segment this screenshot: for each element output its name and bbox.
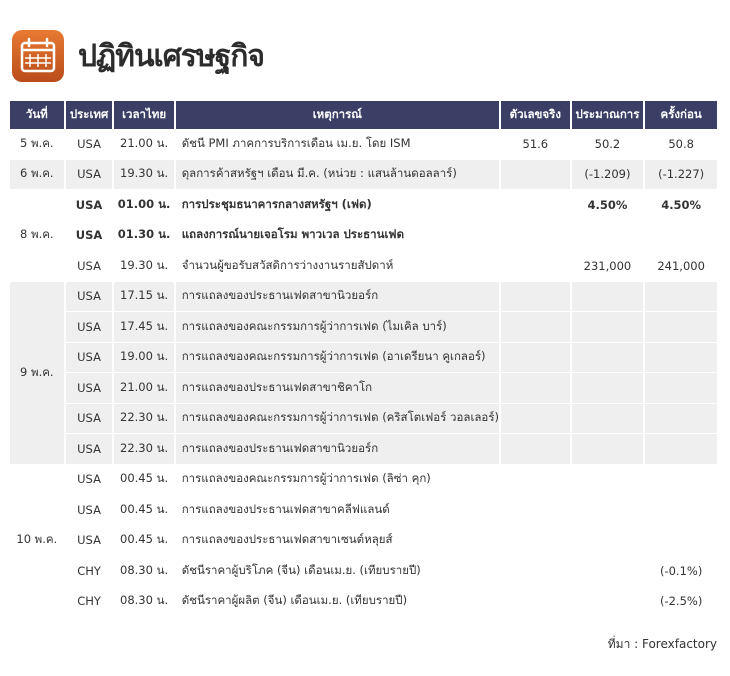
time-cell: 08.30 น. [114, 556, 175, 587]
time-cell: 21.00 น. [114, 129, 175, 160]
time-cell: 17.15 น. [114, 282, 175, 313]
country-cell: CHY [66, 587, 115, 618]
table-row [10, 129, 717, 160]
table-row [10, 190, 717, 221]
event-cell: การแถลงของประธานเฟดสาขาเซนต์หลุยส์ [176, 526, 501, 557]
event-cell: การแถลงของคณะกรรมการผู้ว่าการเฟด (คริสโตเฟอร์ วอลเลอร์) [176, 404, 501, 435]
forecast-cell [572, 312, 646, 343]
forecast-cell [572, 404, 646, 435]
actual-cell [501, 404, 572, 435]
actual-cell [501, 434, 572, 465]
time-cell: 21.00 น. [114, 373, 175, 404]
time-cell: 00.45 น. [114, 465, 175, 496]
forecast-cell [572, 434, 646, 465]
event-cell: การแถลงของคณะกรรมการผู้ว่าการเฟด (ลิซ่า คุก) [176, 465, 501, 496]
time-cell: 19.30 น. [114, 160, 175, 191]
time-cell: 22.30 น. [114, 434, 175, 465]
actual-cell [501, 495, 572, 526]
country-cell: USA [66, 190, 115, 221]
forecast-cell: (-1.209) [572, 160, 646, 191]
previous-cell [645, 465, 717, 496]
actual-cell [501, 312, 572, 343]
time-cell: 22.30 น. [114, 404, 175, 435]
previous-cell [645, 312, 717, 343]
event-cell: แถลงการณ์นายเจอโรม พาวเวล ประธานเฟด [176, 221, 501, 252]
actual-cell [501, 373, 572, 404]
table-row [10, 160, 717, 191]
previous-cell [645, 526, 717, 557]
country-cell: USA [66, 434, 115, 465]
event-cell: การประชุมธนาคารกลางสหรัฐฯ (เฟด) [176, 190, 501, 221]
source-note: ที่มา : Forexfactory [607, 637, 717, 651]
forecast-cell [572, 282, 646, 313]
table-row [10, 526, 717, 557]
table-row [10, 556, 717, 587]
actual-cell [501, 221, 572, 252]
time-cell: 00.45 น. [114, 495, 175, 526]
event-cell: จำนวนผู้ขอรับสวัสดิการว่างงานรายสัปดาห์ [176, 251, 501, 282]
actual-cell [501, 465, 572, 496]
country-cell: USA [66, 465, 115, 496]
date-cell: 10 พ.ค. [10, 465, 66, 618]
table-row [10, 404, 717, 435]
actual-cell [501, 587, 572, 618]
previous-cell [645, 434, 717, 465]
event-cell: การแถลงของคณะกรรมการผู้ว่าการเฟด (ไมเคิล บาร์) [176, 312, 501, 343]
country-cell: USA [66, 373, 115, 404]
event-cell: ดัชนีราคาผู้บริโภค (จีน) เดือนเม.ย. (เทียบรายปี) [176, 556, 501, 587]
country-cell: USA [66, 251, 115, 282]
table-row [10, 587, 717, 618]
event-cell: การแถลงของประธานเฟดสาขานิวยอร์ก [176, 434, 501, 465]
country-cell: CHY [66, 556, 115, 587]
country-cell: USA [66, 495, 115, 526]
previous-cell: (-1.227) [645, 160, 717, 191]
previous-cell: 50.8 [645, 129, 717, 160]
column-header-event: เหตุการณ์ [176, 101, 501, 129]
event-cell: ดุลการค้าสหรัฐฯ เดือน มี.ค. (หน่วย : แสนล้านดอลลาร์) [176, 160, 501, 191]
actual-cell [501, 282, 572, 313]
actual-cell [501, 556, 572, 587]
calendar-icon [12, 30, 64, 82]
event-cell: การแถลงของประธานเฟดสาขานิวยอร์ก [176, 282, 501, 313]
previous-cell [645, 373, 717, 404]
table-row [10, 465, 717, 496]
time-cell: 08.30 น. [114, 587, 175, 618]
column-header-actual: ตัวเลขจริง [501, 101, 572, 129]
event-cell: ดัชนี PMI ภาคการบริการเดือน เม.ย. โดย ISM [176, 129, 501, 160]
column-header-forecast: ประมาณการ [572, 101, 646, 129]
country-cell: USA [66, 160, 115, 191]
time-cell: 00.45 น. [114, 526, 175, 557]
table-body [10, 129, 717, 617]
country-cell: USA [66, 343, 115, 374]
time-cell: 19.00 น. [114, 343, 175, 374]
previous-cell: 4.50% [645, 190, 717, 221]
country-cell: USA [66, 282, 115, 313]
previous-cell [645, 221, 717, 252]
event-cell: การแถลงของประธานเฟดสาขาคลีฟแลนด์ [176, 495, 501, 526]
time-cell: 01.30 น. [114, 221, 175, 252]
actual-cell [501, 190, 572, 221]
previous-cell: (-0.1%) [645, 556, 717, 587]
column-header-country: ประเทศ [66, 101, 115, 129]
forecast-cell [572, 373, 646, 404]
actual-cell [501, 526, 572, 557]
actual-cell [501, 160, 572, 191]
actual-cell [501, 343, 572, 374]
date-cell: 6 พ.ค. [10, 160, 66, 191]
table-row [10, 495, 717, 526]
previous-cell [645, 404, 717, 435]
country-cell: USA [66, 312, 115, 343]
forecast-cell [572, 465, 646, 496]
page-title: ปฏิทินเศรษฐกิจ [78, 38, 264, 74]
column-header-date: วันที่ [10, 101, 66, 129]
forecast-cell [572, 343, 646, 374]
previous-cell: (-2.5%) [645, 587, 717, 618]
table-row [10, 434, 717, 465]
forecast-cell: 4.50% [572, 190, 646, 221]
table-row [10, 373, 717, 404]
column-header-time: เวลาไทย [114, 101, 175, 129]
date-cell: 9 พ.ค. [10, 282, 66, 465]
previous-cell: 241,000 [645, 251, 717, 282]
country-cell: USA [66, 526, 115, 557]
column-header-previous: ครั้งก่อน [645, 101, 717, 129]
time-cell: 17.45 น. [114, 312, 175, 343]
table-row [10, 221, 717, 252]
economic-calendar-table [10, 101, 717, 617]
previous-cell [645, 343, 717, 374]
event-cell: การแถลงของคณะกรรมการผู้ว่าการเฟด (อาเดรียนา คูเกลอร์) [176, 343, 501, 374]
forecast-cell [572, 221, 646, 252]
country-cell: USA [66, 129, 115, 160]
previous-cell [645, 282, 717, 313]
event-cell: การแถลงของประธานเฟดสาขาชิคาโก [176, 373, 501, 404]
forecast-cell [572, 587, 646, 618]
forecast-cell [572, 526, 646, 557]
date-cell: 8 พ.ค. [10, 190, 66, 282]
page-header [12, 28, 264, 84]
table-row [10, 251, 717, 282]
country-cell: USA [66, 221, 115, 252]
forecast-cell [572, 495, 646, 526]
event-cell: ดัชนีราคาผู้ผลิต (จีน) เดือนเม.ย. (เทียบรายปี) [176, 587, 501, 618]
previous-cell [645, 495, 717, 526]
time-cell: 01.00 น. [114, 190, 175, 221]
country-cell: USA [66, 404, 115, 435]
date-cell: 5 พ.ค. [10, 129, 66, 160]
table-row [10, 343, 717, 374]
forecast-cell: 50.2 [572, 129, 646, 160]
table-row [10, 282, 717, 313]
table-row [10, 312, 717, 343]
forecast-cell [572, 556, 646, 587]
actual-cell [501, 251, 572, 282]
table-header-row [10, 101, 717, 129]
actual-cell: 51.6 [501, 129, 572, 160]
forecast-cell: 231,000 [572, 251, 646, 282]
time-cell: 19.30 น. [114, 251, 175, 282]
